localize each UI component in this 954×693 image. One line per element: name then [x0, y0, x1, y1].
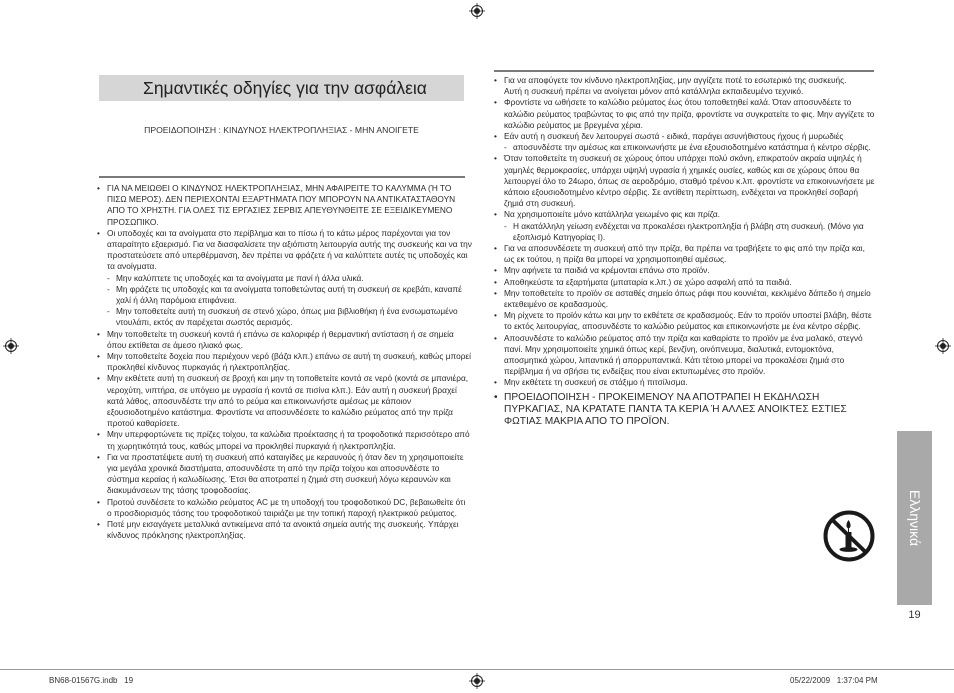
- dash-marker: -: [107, 272, 110, 283]
- safety-item: [96, 497, 472, 519]
- safety-item-text: ΓΙΑ ΝΑ ΜΕΙΩΘΕΙ Ο ΚΙΝΔΥΝΟΣ ΗΛΕΚΤΡΟΠΛΗΞΙΑΣ, ΜΗΝ ΑΦΑΙΡΕΙΤΕ ΤΟ ΚΑΛΥΜΜΑ (Ή ΤΟ ΠΙΣΩ ΜΕΡΟΣ). ΔΕΝ ΠΕΡΙΕΧΟΝΤΑΙ ΕΞΑΡΤΗΜΑΤΑ ΠΟΥ ΜΠΟΡΟΥΝ ΝΑ ΑΝΤΙΚΑΤΑΣΤΑΘΟΥΝ ΑΠΟ ΤΟ ΧΡΗΣΤΗ. ΓΙΑ ΟΛΕΣ ΤΙΣ ΕΡΓΑΣΙΕΣ ΣΕΡΒΙΣ ΑΠΕΥΘΥΝΘΕΙΤΕ ΣΕ ΕΞΕΙΔΙΚΕΥΜΕΝΟ ΠΡΟΣΩΠΙΚΟ.: [107, 183, 456, 227]
- bullet-marker: •: [494, 377, 497, 388]
- bullet-marker: •: [97, 519, 100, 530]
- safety-sub-item: [107, 306, 472, 328]
- safety-item: [493, 243, 877, 265]
- footer-date: 05/22/2009: [790, 676, 831, 685]
- safety-item-text: Όταν τοποθετείτε τη συσκευή σε χώρους όπου υπάρχει πολύ σκόνη, επικρατούν ακραία υψηλές ή χαμηλές θερμοκρασίες, υπάρχει υψηλή υγρασία ή χημικές ουσίες, καθώς και σε χώρους όπου θα λειτουργεί όλο το 24ωρο, όπως σε αεροδρόμιο, σταθμό τρένου κ.λπ. φροντίστε να επικοινωνήσετε με κάποιο εξουσιοδοτημένο κέντρο σέρβις. Σε αντίθετη περίπτωση, ενδέχεται να προκληθεί σοβαρή ζημιά στη συσκευή.: [504, 153, 875, 209]
- safety-item-text: Μην τοποθετείτε τη συσκευή κοντά ή επάνω σε καλοριφέρ ή θερμαντική αντίσταση ή σε σημεία όπου εκτίθεται σε άμεσο ηλιακό φως.: [107, 328, 454, 350]
- dash-marker: -: [504, 220, 507, 231]
- bullet-marker: •: [494, 243, 497, 254]
- dash-marker: -: [107, 283, 110, 294]
- safety-item: [493, 333, 877, 378]
- section-title-band: [99, 75, 464, 101]
- safety-item-text: Εάν αυτή η συσκευή δεν λειτουργεί σωστά - ειδικά, παράγει ασυνήθιστους ήχους ή μυρωδιές: [504, 131, 844, 142]
- safety-item-text: Αποθηκεύστε τα εξαρτήματα (μπαταρία κ.λπ.) σε χώρο ασφαλή από τα παιδιά.: [504, 276, 792, 287]
- divider-rule: [99, 176, 465, 178]
- safety-item: [493, 288, 877, 310]
- safety-item: [96, 351, 472, 373]
- bullet-marker: •: [494, 276, 497, 287]
- no-open-flame-icon: [823, 510, 875, 562]
- bullet-marker: •: [494, 310, 497, 321]
- footer-time: 1:37:04 PM: [836, 676, 878, 685]
- safety-item-text: Αποσυνδέστε το καλώδιο ρεύματος από την πρίζα και καθαρίστε το προϊόν με ένα μαλακό, στεγνό πανί. Μην χρησιμοποιείτε χημικά όπως κερί, βενζίνη, οινόπνευμα, διαλυτικά, εντομοκτόνα, αποσμητικά χώρου, λιπαντικά ή απορρυπαντικά. Κάτι τέτοιο μπορεί να προκαλέσει ζημιά στο περίβλημα ή να σβήσει τις ενδείξεις που είναι εκτυπωμένες στο προϊόν.: [504, 332, 863, 377]
- bullet-marker: •: [97, 227, 100, 238]
- language-label: Ελληνικά: [906, 489, 923, 547]
- bullet-marker: •: [494, 131, 497, 142]
- safety-item-text: Για να αποσυνδέσετε τη συσκευή από την πρίζα, θα πρέπει να τραβήξετε το φις από την πρίζα και, ως εκ τούτου, η πρίζα θα μπορεί να χρησιμοποιηθεί αμέσως.: [504, 243, 865, 265]
- footer-file-info: [49, 676, 133, 685]
- safety-sub-item: [504, 142, 877, 153]
- safety-item-text: Φροντίστε να ωθήσετε το καλώδιο ρεύματος έως ότου τοποθετηθεί καλά. Όταν αποσυνδέετε το καλώδιο ρεύματος τραβώντας το φις από την πρίζα, φροντίστε να συγκρατείτε το φις. Μην αγγίζετε το καλώδιο ρεύματος με βρεγμένα χέρια.: [504, 97, 875, 130]
- safety-sub-item: [107, 273, 472, 284]
- safety-item-text: Μην αφήνετε τα παιδιά να κρέμονται επάνω στο προϊόν.: [504, 265, 710, 276]
- bullet-marker: •: [97, 328, 100, 339]
- safety-item: [493, 97, 877, 131]
- bullet-marker: •: [494, 391, 498, 403]
- safety-item-text: Προτού συνδέσετε το καλώδιο ρεύματος AC με τη υποδοχή του τροφοδοτικού DC, βεβαιωθείτε ότι ο προσδιορισμός τάσης του τροφοδοτικού ταιριάζει με την τοπική παροχή ηλεκτρικού ρεύματος.: [107, 496, 466, 518]
- safety-item: [493, 277, 877, 288]
- safety-item: [96, 519, 472, 541]
- safety-sub-item-text: Μη φράζετε τις υποδοχές και τα ανοίγματα τοποθετώντας αυτή τη συσκευή σε κρεβάτι, καναπέ χαλί ή άλλη παρόμοια επιφάνεια.: [116, 283, 462, 306]
- bullet-marker: •: [97, 183, 100, 193]
- safety-item: [493, 310, 877, 332]
- safety-item: [493, 153, 877, 209]
- bullet-marker: •: [494, 265, 497, 276]
- divider-rule: [494, 70, 874, 72]
- language-side-tab: [897, 431, 932, 605]
- registration-mark-icon: [935, 338, 951, 354]
- safety-sub-item-text: αποσυνδέστε την αμέσως και επικοινωνήστε με ένα εξουσιοδοτημένο κατάστημα ή κέντρο σέρβις.: [513, 142, 871, 153]
- bullet-marker: •: [97, 451, 100, 462]
- safety-item-text: Για να προστατέψετε αυτή τη συσκευή από καταιγίδες με κεραυνούς ή όταν δεν τη χρησιμοποιείτε για μεγάλα χρονικά διαστήματα, αποσυνδέστε τη από την πρίζα τοίχου και αποσυνδέστε το σύστημα κεραίας ή καλωδίωσης. Έτσι θα αποτραπεί η ζημιά στη συσκευή λόγω κεραυνών και διακυμάνσεων της τάσης τροφοδοσίας.: [107, 451, 464, 496]
- safety-item: [493, 377, 877, 388]
- left-safety-list: [96, 183, 472, 542]
- footer-rule: [0, 669, 954, 670]
- safety-item-text: Μην εκθέτετε τη συσκευή σε στάξιμο ή πιτσίλισμα.: [504, 377, 688, 388]
- bullet-marker: •: [97, 496, 100, 507]
- safety-item-text: Μην τοποθετείτε δοχεία που περιέχουν νερό (βάζα κλπ.) επάνω σε αυτή τη συσκευή, καθώς μπορεί προκληθεί κίνδυνος πυρκαγιάς ή ηλεκτροπληξίας.: [107, 351, 471, 373]
- section-title: Σημαντικές οδηγίες για την ασφάλεια: [143, 78, 427, 98]
- safety-item-text: Μην τοποθετείτε το προϊόν σε ασταθές σημείο όπως ράφι που κουνιέται, κεκλιμένο δάπεδο ή σημείο εκτεθειμένο σε κραδασμούς.: [504, 287, 871, 310]
- bullet-marker: •: [494, 75, 497, 85]
- warning-heading: ΠΡΟΕΙΔΟΠΟΙΗΣΗ : ΚΙΝΔΥΝΟΣ ΗΛΕΚΤΡΟΠΛΗΞΙΑΣ - ΜΗΝ ΑΝΟΙΓΕΤΕ: [144, 125, 419, 135]
- safety-item-text: Να χρησιμοποιείτε μόνο κατάλληλα γειωμένο φις και πρίζα.: [504, 209, 720, 220]
- bullet-marker: •: [494, 209, 497, 220]
- safety-sub-item: [107, 284, 472, 306]
- registration-mark-icon: [469, 673, 485, 689]
- bullet-marker: •: [97, 429, 100, 440]
- bullet-marker: •: [494, 153, 497, 164]
- fire-warning-text: ΠΡΟΕΙΔΟΠΟΙΗΣΗ - ΠΡΟΚΕΙΜΕΝΟΥ ΝΑ ΑΠΟΤΡΑΠΕΙ Η ΕΚΔΗΛΩΣΗ ΠΥΡΚΑΓΙΑΣ, ΝΑ ΚΡΑΤΑΤΕ ΠΑΝΤΑ ΤΑ ΚΕΡΙΑ Ή ΑΛΛΕΣ ΑΝΟΙΚΤΕΣ ΕΣΤΙΕΣ ΦΩΤΙΑΣ ΜΑΚΡΙΑ ΑΠΟ ΤΟ ΠΡΟΪΟΝ.: [504, 391, 847, 427]
- safety-item: [96, 373, 472, 429]
- safety-sub-item-text: Η ακατάλληλη γείωση ενδέχεται να προκαλέσει ηλεκτροπληξία ή βλάβη στη συσκευή. (Μόνο για εξοπλισμό Κατηγορίας I).: [513, 220, 864, 242]
- bullet-marker: •: [494, 332, 497, 343]
- dash-marker: -: [107, 306, 110, 317]
- right-safety-list: [493, 75, 877, 428]
- safety-item: [493, 209, 877, 243]
- safety-item: [96, 429, 472, 451]
- registration-mark-icon: [469, 3, 485, 19]
- safety-item: [96, 329, 472, 351]
- safety-sub-item: [504, 221, 877, 243]
- safety-item: [493, 75, 877, 97]
- safety-item: [96, 452, 472, 497]
- bullet-marker: •: [494, 287, 497, 298]
- registration-mark-icon: [3, 338, 19, 354]
- safety-item: [96, 228, 472, 329]
- footer-timestamp: [790, 676, 878, 685]
- dash-marker: -: [504, 142, 507, 153]
- safety-item: [493, 265, 877, 276]
- footer-file-name: BN68-01567G.indb: [49, 676, 118, 685]
- safety-item-text: Μην εκθέτετε αυτή τη συσκευή σε βροχή και μην τη τοποθετείτε κοντά σε νερό (κοντά σε μπανιέρα, νεροχύτη, νιπτήρα, σε υπόγειο με υγρασία ή κοντά σε πισίνα κλπ.). Εάν αυτή η συσκευή βραχεί κατά λάθος, αποσυνδέστε την από το ρεύμα και επικοινωνήστε αμέσως με κάποιον εξουσιοδοτημένο κατάστημα. Φροντίστε να αποσυνδέσετε το καλώδιο ρεύματος από την πρίζα προτού καθαρίσετε.: [107, 373, 469, 429]
- safety-item-text: Μη ρίχνετε το προϊόν κάτω και μην το εκθέτετε σε κραδασμούς. Εάν το προϊόν υποστεί βλάβη, θέστε το εκτός λειτουργίας, αποσυνδέστε το καλώδιο ρεύματος και επικοινωνήστε με ένα κέντρο σέρβις.: [504, 310, 872, 332]
- safety-item-note: Αυτή η συσκευή πρέπει να ανοίγεται μόνον από κατάλληλα εκπαιδευμένο τεχνικό.: [504, 86, 804, 97]
- bullet-marker: •: [494, 97, 497, 108]
- bullet-marker: •: [97, 373, 100, 384]
- safety-item-text: Ποτέ μην εισαγάγετε μεταλλικά αντικείμενα από τα ανοικτά σημεία αυτής της συσκευής. Υπάρχει κίνδυνος πρόκλησης ηλεκτροπληξίας.: [107, 519, 459, 541]
- safety-item-text: Για να αποφύγετε τον κίνδυνο ηλεκτροπληξίας, μην αγγίζετε ποτέ το εσωτερικό της συσκευής.: [504, 75, 847, 85]
- safety-sub-item-text: Μην τοποθετείτε αυτή τη συσκευή σε στενό χώρο, όπως μια βιβλιοθήκη ή ένα ενσωματωμένο ντουλάπι, εκτός αν παρέχεται σωστός αερισμός.: [116, 306, 458, 328]
- safety-item-text: Μην υπερφορτώνετε τις πρίζες τοίχου, τα καλώδια προέκτασης ή τα τροφοδοτικά περισσότερο από τη χωρητικότητά τους, καθώς μπορεί να προκληθεί πυρκαγιά ή ηλεκτροπληξία.: [107, 429, 470, 451]
- bullet-marker: •: [97, 351, 100, 362]
- safety-item: [96, 183, 472, 228]
- safety-item-text: Οι υποδοχές και τα ανοίγματα στο περίβλημα και το πίσω ή το κάτω μέρος παρέχονται για τον απαραίτητο εξαερισμό. Για να διασφαλίσετε την αξιόπιστη λειτουργία αυτής της συσκευής και να την προστατεύσετε από υπερθέρμανση, δεν πρέπει να φράζετε ή να καλύπτετε αυτές τις υποδοχές και τα ανοίγματα.: [107, 227, 472, 272]
- safety-sub-item-text: Μην καλύπτετε τις υποδοχές και τα ανοίγματα με πανί ή άλλα υλικά.: [116, 272, 364, 283]
- fire-warning-item: [493, 392, 877, 428]
- page-number: 19: [908, 609, 921, 621]
- safety-item: [493, 131, 877, 153]
- footer-file-page: 19: [124, 676, 134, 685]
